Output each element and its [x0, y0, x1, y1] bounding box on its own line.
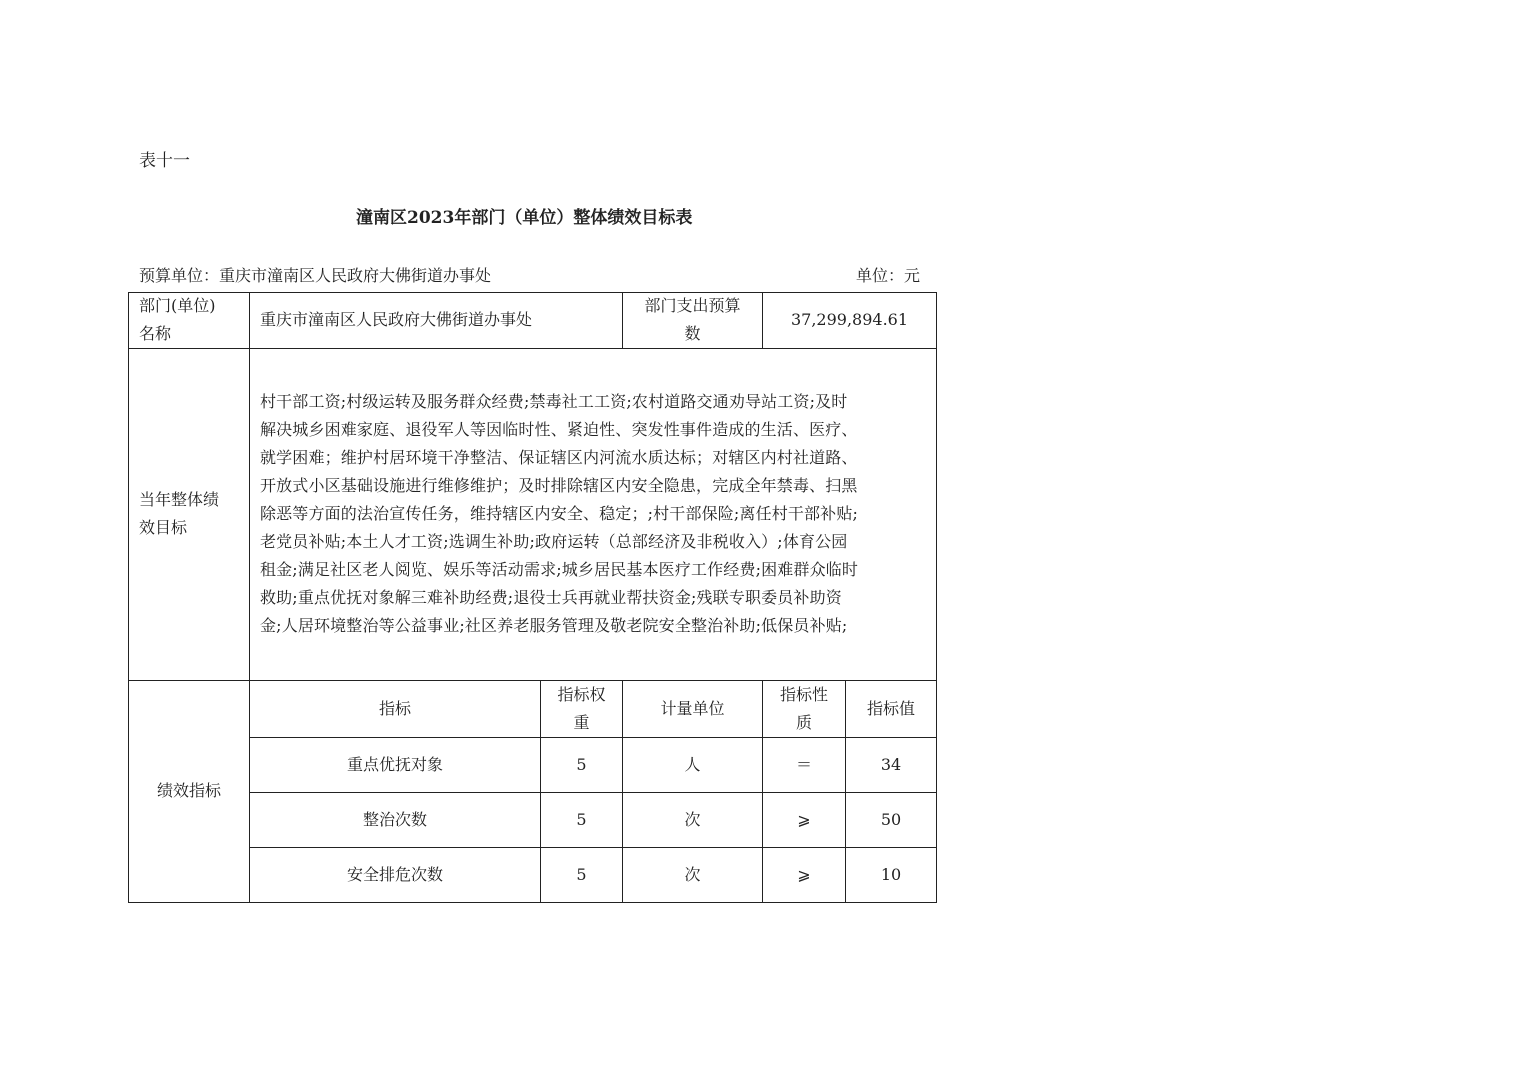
table-row-value: 50	[880, 809, 902, 829]
dept-name-header-line1: 部门(单位)	[139, 296, 216, 315]
col-header-nature-line2: 质	[795, 712, 812, 732]
col-header-unit: 计量单位	[660, 698, 725, 718]
col-header-nature-line1: 指标性	[779, 684, 828, 704]
goal-line: 解决城乡困难家庭、退役军人等因临时性、紧迫性、突发性事件造成的生活、医疗、	[260, 420, 858, 439]
col-header-nature	[763, 680, 845, 737]
table-row-unit: 次	[684, 809, 701, 829]
goal-header	[139, 348, 247, 680]
table-row-unit: 次	[684, 864, 701, 884]
table-row-nature: ⩾	[797, 864, 811, 884]
table-row-indicator: 整治次数	[362, 809, 427, 829]
table-label: 表十一	[139, 151, 190, 171]
goal-line: 村干部工资;村级运转及服务群众经费;禁毒社工工资;农村道路交通劝导站工资;及时	[260, 392, 848, 411]
goal-line: 金;人居环境整治等公益事业;社区养老服务管理及敬老院安全整治补助;低保员补贴;	[260, 616, 848, 635]
currency-unit-label: 单位：元	[856, 266, 921, 285]
col-header-value: 指标值	[866, 698, 915, 718]
table-row-indicator: 安全排危次数	[346, 864, 443, 884]
goal-line: 就学困难；维护村居环境干净整洁、保证辖区内河流水质达标；对辖区内村社道路、	[260, 448, 858, 467]
table-row-unit: 人	[684, 754, 701, 774]
dept-budget-header-line1: 部门支出预算	[644, 296, 741, 315]
table-row-value: 10	[880, 864, 902, 884]
col-header-indicator: 指标	[378, 698, 411, 718]
table-row-value: 34	[880, 754, 902, 774]
table-row-weight: 5	[576, 864, 587, 884]
col-header-weight	[541, 680, 622, 737]
table-row-indicator: 重点优抚对象	[346, 754, 443, 774]
table-row-weight: 5	[576, 754, 587, 774]
goal-header-line1: 当年整体绩	[139, 490, 220, 509]
table-row-nature: ⩾	[797, 809, 811, 829]
goal-line: 救助;重点优抚对象解三难补助经费;退役士兵再就业帮扶资金;残联专职委员补助资	[260, 588, 842, 607]
dept-name-value: 重庆市潼南区人民政府大佛街道办事处	[260, 310, 533, 329]
dept-name-header	[139, 292, 247, 348]
table-row-weight: 5	[576, 809, 587, 829]
perf-section-label: 绩效指标	[156, 781, 221, 800]
dept-budget-header-line2: 数	[684, 324, 701, 343]
goal-description	[260, 388, 930, 640]
dept-name-header-line2: 名称	[139, 324, 172, 343]
goal-line: 老党员补贴;本土人才工资;选调生补助;政府运转（总部经济及非税收入）;体育公园	[260, 532, 848, 551]
col-header-weight-line2: 重	[573, 712, 590, 732]
goal-header-line2: 效目标	[139, 518, 188, 537]
dept-budget-header	[623, 292, 762, 348]
goal-line: 开放式小区基础设施进行维修维护；及时排除辖区内安全隐患，完成全年禁毒、扫黑	[260, 476, 858, 495]
budget-unit-label: 预算单位：重庆市潼南区人民政府大佛街道办事处	[139, 266, 492, 285]
goal-line: 租金;满足社区老人阅览、娱乐等活动需求;城乡居民基本医疗工作经费;困难群众临时	[260, 560, 859, 579]
dept-budget-value: 37,299,894.61	[790, 310, 909, 329]
page-title: 潼南区2023年部门（单位）整体绩效目标表	[356, 208, 693, 228]
table-row-nature: ＝	[795, 754, 812, 774]
goal-line: 除恶等方面的法治宣传任务，维持辖区内安全、稳定；;村干部保险;离任村干部补贴;	[260, 504, 859, 523]
col-header-weight-line1: 指标权	[557, 684, 606, 704]
